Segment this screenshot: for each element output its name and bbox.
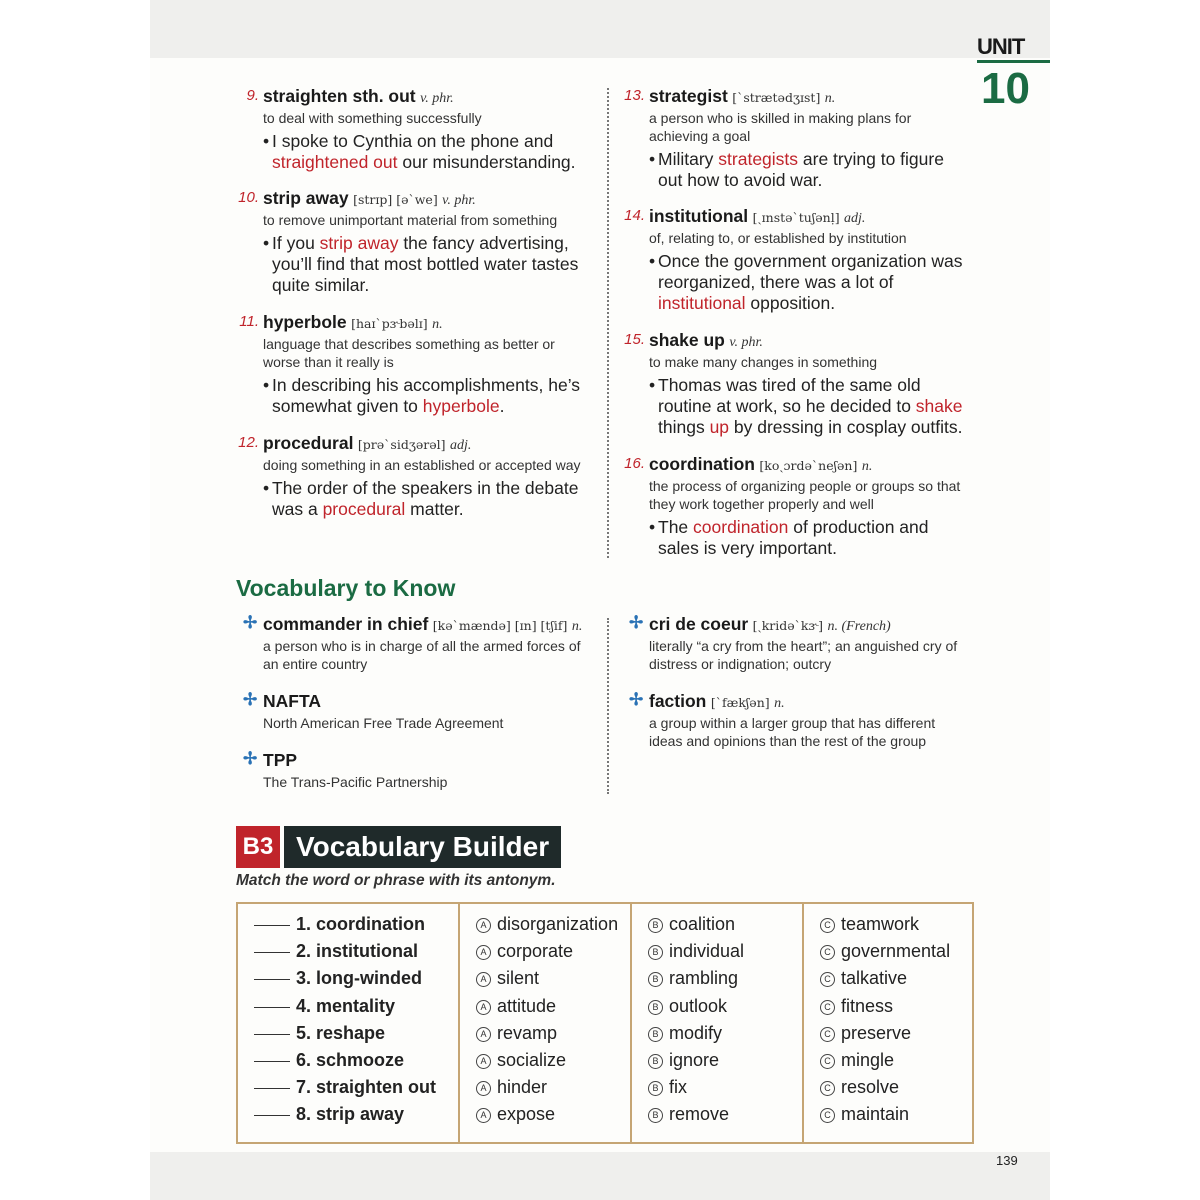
option-word: outlook bbox=[669, 995, 728, 1016]
entry-number: 15. bbox=[624, 331, 645, 348]
entry-pronunciation: [koˏɔrdə`neʃən] bbox=[759, 458, 858, 473]
example-text: The bbox=[658, 517, 694, 537]
entry-example bbox=[649, 517, 969, 559]
example-text: things bbox=[658, 417, 710, 437]
left-margin bbox=[0, 0, 150, 1200]
entry-part-of-speech: n. bbox=[824, 91, 836, 106]
option-letter-icon: A bbox=[476, 945, 491, 960]
entry-example bbox=[649, 149, 969, 191]
vocab-item bbox=[629, 613, 969, 673]
options-b-column bbox=[632, 904, 804, 1142]
vocab-part-of-speech: n. bbox=[774, 696, 785, 711]
example-text: Thomas was tired of the same old routine at work, so he decided to bbox=[658, 375, 921, 416]
entry-term: shake up bbox=[649, 330, 725, 350]
option-word: corporate bbox=[497, 941, 574, 962]
entry-headline bbox=[263, 188, 593, 209]
option-row bbox=[820, 1104, 972, 1131]
question-word: 4. mentality bbox=[296, 995, 396, 1016]
glossary-entry bbox=[246, 86, 593, 173]
option-letter-icon: A bbox=[476, 918, 491, 933]
right-margin bbox=[1050, 0, 1200, 1200]
bullet-icon: • bbox=[649, 149, 656, 169]
option-word: ignore bbox=[669, 1049, 720, 1070]
option-word: hinder bbox=[497, 1077, 548, 1098]
example-text: opposition. bbox=[745, 293, 836, 313]
option-letter-icon: C bbox=[820, 1000, 835, 1015]
plus-icon: ✢ bbox=[243, 613, 258, 632]
option-row bbox=[476, 968, 630, 995]
option-row bbox=[476, 914, 630, 941]
question-row bbox=[254, 996, 458, 1023]
option-row bbox=[648, 941, 802, 968]
vocab-pronunciation: [`fækʃən] bbox=[710, 695, 770, 710]
option-letter-icon: C bbox=[820, 1081, 835, 1096]
example-text: are trying to figure out how to avoid war. bbox=[658, 149, 944, 190]
example-text: . bbox=[499, 396, 505, 416]
entry-part-of-speech: n. bbox=[861, 459, 873, 474]
option-word: silent bbox=[497, 968, 540, 989]
entry-part-of-speech: adj. bbox=[844, 211, 866, 226]
option-row bbox=[820, 941, 972, 968]
option-row bbox=[820, 1050, 972, 1077]
option-word: fix bbox=[669, 1077, 687, 1098]
option-word: remove bbox=[669, 1104, 730, 1125]
question-row bbox=[254, 1104, 458, 1131]
options-c-column bbox=[804, 904, 972, 1142]
option-row bbox=[476, 1023, 630, 1050]
answer-blank[interactable] bbox=[254, 1034, 290, 1035]
option-letter-icon: B bbox=[648, 1108, 663, 1123]
option-row bbox=[648, 1023, 802, 1050]
option-row bbox=[476, 941, 630, 968]
entry-headline bbox=[649, 86, 969, 107]
answer-blank[interactable] bbox=[254, 1115, 290, 1116]
bullet-icon: • bbox=[649, 251, 656, 271]
builder-instruction: Match the word or phrase with its antonym. bbox=[236, 872, 556, 889]
example-highlight: institutional bbox=[658, 293, 746, 313]
vocab-definition: North American Free Trade Agreement bbox=[263, 715, 504, 731]
option-letter-icon: C bbox=[820, 918, 835, 933]
vocab-pronunciation: [kə`mændə] [ɪn] [tʃif] bbox=[432, 618, 568, 633]
example-highlight: hyperbole bbox=[422, 396, 500, 416]
questions-column bbox=[238, 904, 460, 1142]
entry-headline bbox=[263, 312, 593, 333]
unit-number: 10 bbox=[981, 64, 1030, 113]
vocab-part-of-speech: n. bbox=[571, 619, 583, 634]
vocabulary-to-know-heading: Vocabulary to Know bbox=[236, 575, 456, 601]
vocab-part-of-speech: n. (French) bbox=[827, 619, 891, 634]
entry-example bbox=[649, 375, 969, 438]
entry-definition: language that describes something as better or worse than it really is bbox=[263, 336, 555, 370]
entry-pronunciation: [strɪp] [ə`we] bbox=[353, 192, 438, 207]
entry-example bbox=[263, 233, 593, 296]
entry-term: institutional bbox=[649, 206, 749, 226]
column-divider-bottom bbox=[607, 618, 609, 794]
option-letter-icon: B bbox=[648, 1081, 663, 1096]
example-text: Military bbox=[658, 149, 719, 169]
option-word: modify bbox=[669, 1022, 723, 1043]
entry-part-of-speech: n. bbox=[432, 317, 443, 332]
entry-pronunciation: [`strætədʒɪst] bbox=[732, 90, 821, 105]
option-letter-icon: A bbox=[476, 1000, 491, 1015]
option-row bbox=[648, 996, 802, 1023]
glossary-entry bbox=[624, 86, 969, 191]
example-highlight: strip away bbox=[319, 233, 399, 253]
vocab-headline bbox=[649, 614, 969, 635]
option-word: teamwork bbox=[841, 914, 920, 934]
example-text: of production and sales is very important. bbox=[658, 517, 929, 558]
option-letter-icon: B bbox=[648, 1000, 663, 1015]
answer-blank[interactable] bbox=[254, 979, 290, 980]
option-row bbox=[820, 996, 972, 1023]
answer-blank[interactable] bbox=[254, 925, 290, 926]
option-row bbox=[476, 1077, 630, 1104]
option-letter-icon: C bbox=[820, 1027, 835, 1042]
options-a-column bbox=[460, 904, 632, 1142]
entry-definition: to make many changes in something bbox=[649, 354, 878, 370]
entry-number: 10. bbox=[238, 189, 259, 206]
entry-headline bbox=[263, 433, 593, 454]
entry-pronunciation: [ˏɪnstə`tuʃənḷ] bbox=[752, 210, 840, 225]
example-text: If you bbox=[272, 233, 320, 253]
option-word: disorganization bbox=[497, 914, 619, 934]
vocab-definition: a group within a larger group that has different ideas and opinions than the rest of the group bbox=[649, 715, 936, 749]
option-word: mingle bbox=[841, 1049, 895, 1070]
question-word: 2. institutional bbox=[296, 941, 419, 962]
entry-part-of-speech: adj. bbox=[449, 438, 472, 453]
option-word: coalition bbox=[669, 914, 736, 934]
example-text: Once the government organization was reorganized, there was a lot of bbox=[658, 251, 963, 292]
answer-blank[interactable] bbox=[254, 1061, 290, 1062]
example-highlight: procedural bbox=[322, 499, 406, 519]
option-word: talkative bbox=[841, 968, 908, 989]
entry-example bbox=[263, 131, 593, 173]
example-highlight: coordination bbox=[693, 517, 789, 537]
option-row bbox=[648, 914, 802, 941]
option-letter-icon: C bbox=[820, 972, 835, 987]
vocab-item bbox=[243, 613, 593, 673]
glossary-entry bbox=[238, 188, 593, 296]
unit-marker bbox=[977, 36, 1050, 111]
plus-icon: ✢ bbox=[243, 749, 258, 768]
option-letter-icon: B bbox=[648, 945, 663, 960]
builder-title: Vocabulary Builder bbox=[284, 826, 561, 868]
entry-number: 12. bbox=[238, 434, 259, 451]
bullet-icon: • bbox=[263, 233, 270, 253]
option-letter-icon: B bbox=[648, 972, 663, 987]
option-letter-icon: C bbox=[820, 945, 835, 960]
example-text: our misunderstanding. bbox=[397, 152, 576, 172]
vocab-term: TPP bbox=[263, 750, 298, 770]
vocab-term: commander in chief bbox=[263, 614, 429, 634]
vocab-definition: The Trans-Pacific Partnership bbox=[263, 774, 448, 790]
option-word: preserve bbox=[841, 1022, 912, 1043]
option-letter-icon: A bbox=[476, 1054, 491, 1069]
example-text: the fancy advertising, you’ll find that most bottled water tastes quite similar. bbox=[272, 233, 579, 295]
entry-part-of-speech: v. phr. bbox=[729, 335, 763, 350]
matching-table bbox=[236, 902, 974, 1144]
option-word: individual bbox=[669, 941, 745, 962]
entry-term: strip away bbox=[263, 188, 349, 208]
page-number: 139 bbox=[996, 1153, 1018, 1168]
option-row bbox=[476, 996, 630, 1023]
question-row bbox=[254, 968, 458, 995]
example-text: matter. bbox=[405, 499, 464, 519]
vocab-item bbox=[243, 690, 593, 732]
question-row bbox=[254, 914, 458, 941]
option-word: maintain bbox=[841, 1104, 910, 1125]
bullet-icon: • bbox=[263, 478, 270, 498]
option-letter-icon: B bbox=[648, 1027, 663, 1042]
entry-number: 14. bbox=[624, 207, 645, 224]
builder-tag: B3 bbox=[236, 826, 280, 868]
option-word: fitness bbox=[841, 995, 894, 1016]
answer-blank[interactable] bbox=[254, 952, 290, 953]
entry-number: 9. bbox=[246, 87, 259, 104]
example-highlight: up bbox=[709, 417, 730, 437]
entry-part-of-speech: v. phr. bbox=[420, 91, 454, 106]
bottom-band bbox=[150, 1152, 1050, 1200]
option-word: revamp bbox=[497, 1022, 558, 1043]
question-word: 1. coordination bbox=[296, 914, 426, 934]
plus-icon: ✢ bbox=[243, 690, 258, 709]
option-row bbox=[476, 1050, 630, 1077]
example-highlight: shake bbox=[915, 396, 963, 416]
option-row bbox=[476, 1104, 630, 1131]
option-letter-icon: B bbox=[648, 1054, 663, 1069]
vocab-definition: literally “a cry from the heart”; an anguished cry of distress or indignation; outcry bbox=[649, 638, 958, 672]
question-word: 6. schmooze bbox=[296, 1049, 405, 1070]
vocab-headline bbox=[649, 691, 969, 712]
entry-headline bbox=[649, 330, 969, 351]
entry-definition: of, relating to, or established by institution bbox=[649, 230, 907, 246]
example-text: The order of the speakers in the debate was a bbox=[272, 478, 579, 519]
option-word: attitude bbox=[497, 995, 557, 1016]
column-divider-top bbox=[607, 88, 609, 558]
bullet-icon: • bbox=[649, 375, 656, 395]
question-row bbox=[254, 1023, 458, 1050]
entry-definition: to deal with something successfully bbox=[263, 110, 482, 126]
option-row bbox=[820, 914, 972, 941]
question-word: 3. long-winded bbox=[296, 968, 422, 989]
entry-example bbox=[649, 251, 969, 314]
example-highlight: strategists bbox=[718, 149, 799, 169]
entry-definition: the process of organizing people or groups so that they work together properly and well bbox=[649, 478, 961, 512]
entry-pronunciation: [prə`sidʒərəl] bbox=[357, 437, 446, 452]
vocab-item bbox=[243, 749, 593, 791]
option-word: socialize bbox=[497, 1049, 567, 1070]
entry-pronunciation: [haɪ`pɝbəlɪ] bbox=[351, 316, 428, 331]
option-row bbox=[648, 968, 802, 995]
option-row bbox=[820, 968, 972, 995]
bullet-icon: • bbox=[263, 375, 270, 395]
entry-headline bbox=[649, 206, 969, 227]
entry-number: 16. bbox=[624, 455, 645, 472]
vocab-term: NAFTA bbox=[263, 691, 321, 711]
option-word: governmental bbox=[841, 941, 951, 962]
vocab-headline bbox=[263, 614, 593, 635]
question-word: 5. reshape bbox=[296, 1022, 386, 1043]
option-word: resolve bbox=[841, 1077, 900, 1098]
plus-icon: ✢ bbox=[629, 690, 644, 709]
answer-blank[interactable] bbox=[254, 1088, 290, 1089]
option-letter-icon: C bbox=[820, 1108, 835, 1123]
vocab-term: faction bbox=[649, 691, 707, 711]
option-word: rambling bbox=[669, 968, 739, 989]
answer-blank[interactable] bbox=[254, 1007, 290, 1008]
glossary-entry bbox=[624, 206, 969, 314]
plus-icon: ✢ bbox=[629, 613, 644, 632]
vocab-pronunciation: [ˏkridə`kɝ] bbox=[752, 618, 824, 633]
option-letter-icon: C bbox=[820, 1054, 835, 1069]
unit-rule bbox=[977, 60, 1050, 63]
vocab-headline bbox=[263, 691, 593, 712]
bullet-icon: • bbox=[649, 517, 656, 537]
option-letter-icon: A bbox=[476, 1027, 491, 1042]
vocab-definition: a person who is in charge of all the armed forces of an entire country bbox=[263, 638, 581, 672]
question-row bbox=[254, 941, 458, 968]
entry-definition: a person who is skilled in making plans for achieving a goal bbox=[649, 110, 912, 144]
entry-term: straighten sth. out bbox=[263, 86, 416, 106]
question-word: 8. strip away bbox=[296, 1104, 405, 1125]
example-text: In describing his accomplishments, he’s somewhat given to bbox=[272, 375, 581, 416]
vocab-term: cri de coeur bbox=[649, 614, 749, 634]
glossary-entry bbox=[238, 433, 593, 520]
option-row bbox=[648, 1104, 802, 1131]
example-highlight: straightened out bbox=[272, 152, 398, 172]
entry-definition: to remove unimportant material from something bbox=[263, 212, 558, 228]
option-row bbox=[820, 1023, 972, 1050]
entry-example bbox=[263, 478, 593, 520]
entry-term: strategist bbox=[649, 86, 728, 106]
question-word: 7. straighten out bbox=[296, 1077, 437, 1098]
option-letter-icon: A bbox=[476, 1108, 491, 1123]
vocab-headline bbox=[263, 750, 593, 771]
builder-heading bbox=[236, 826, 561, 868]
option-letter-icon: A bbox=[476, 972, 491, 987]
glossary-entry bbox=[624, 454, 969, 559]
entry-number: 11. bbox=[239, 313, 259, 330]
top-band bbox=[150, 0, 1050, 58]
entry-definition: doing something in an established or accepted way bbox=[263, 457, 581, 473]
vocab-item bbox=[629, 690, 969, 750]
option-row bbox=[648, 1050, 802, 1077]
unit-label: UNIT bbox=[977, 34, 1025, 59]
entry-term: coordination bbox=[649, 454, 755, 474]
question-row bbox=[254, 1050, 458, 1077]
entry-example bbox=[263, 375, 593, 417]
option-letter-icon: A bbox=[476, 1081, 491, 1096]
option-row bbox=[648, 1077, 802, 1104]
entry-headline bbox=[649, 454, 969, 475]
option-letter-icon: B bbox=[648, 918, 663, 933]
option-row bbox=[820, 1077, 972, 1104]
question-row bbox=[254, 1077, 458, 1104]
entry-term: procedural bbox=[263, 433, 354, 453]
glossary-entry bbox=[624, 330, 969, 438]
option-word: expose bbox=[497, 1104, 556, 1125]
example-text: I spoke to Cynthia on the phone and bbox=[272, 131, 554, 151]
entry-number: 13. bbox=[624, 87, 645, 104]
entry-headline bbox=[263, 86, 593, 107]
example-text: by dressing in cosplay outfits. bbox=[729, 417, 963, 437]
entry-part-of-speech: v. phr. bbox=[442, 193, 476, 208]
entry-term: hyperbole bbox=[263, 312, 347, 332]
bullet-icon: • bbox=[263, 131, 270, 151]
glossary-entry bbox=[239, 312, 593, 417]
